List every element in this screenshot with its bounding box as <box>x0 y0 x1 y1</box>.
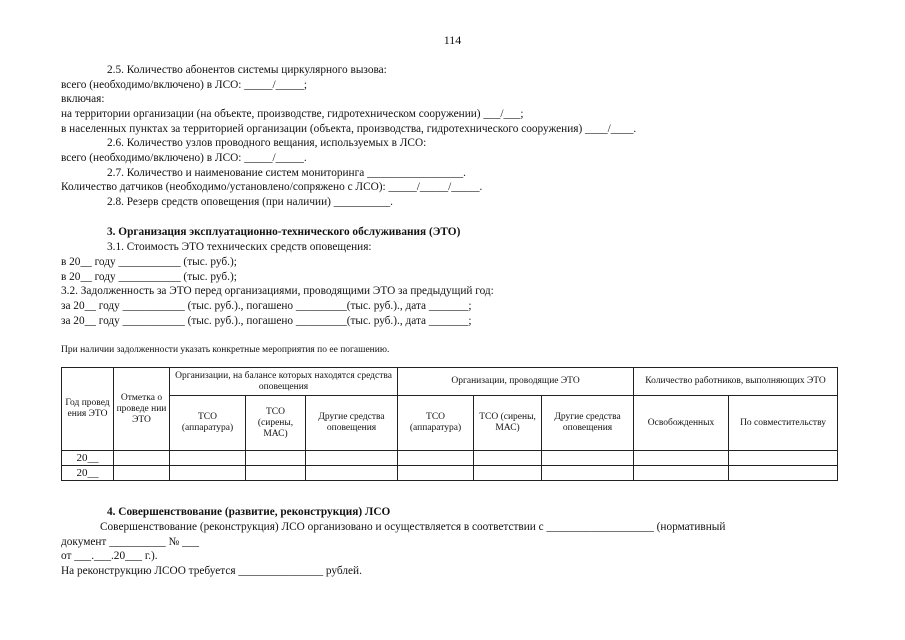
item-2-5-including: включая: <box>61 93 105 105</box>
item-2-5-settlements: в населенных пунктах за территорией организации (объекта, производства, гидротехнического сооружения) ____/____. <box>61 123 637 135</box>
table-row <box>62 451 838 466</box>
item-3-2-year-1: за 20__ году ___________ (тыс. руб.)., погашено _________(тыс. руб.)., дата _______; <box>61 300 472 312</box>
cell[interactable] <box>729 466 838 481</box>
section-4-title: 4. Совершенствование (развитие, реконструкция) ЛСО <box>107 506 391 518</box>
cell[interactable] <box>114 451 170 466</box>
row-year: 20__ <box>62 466 114 481</box>
cell[interactable] <box>634 466 729 481</box>
page-number: 114 <box>443 33 462 47</box>
header-balance-orgs: Организации, на балансе которых находятся средства оповещения <box>170 368 398 396</box>
header-balance-tso-sirens: ТСО (сирены, МАС) <box>246 396 306 451</box>
cell[interactable] <box>398 466 474 481</box>
eto-table <box>61 367 838 481</box>
item-3-1-year-2: в 20__ году ___________ (тыс. руб.); <box>61 271 237 283</box>
item-3-1-year-1: в 20__ году ___________ (тыс. руб.); <box>61 256 237 268</box>
cell[interactable] <box>474 451 542 466</box>
cell[interactable] <box>306 466 398 481</box>
header-part-time: По совместительству <box>729 396 838 451</box>
item-2-6-total: всего (необходимо/включено) в ЛСО: _____/_____. <box>61 152 307 164</box>
row-year: 20__ <box>62 451 114 466</box>
header-workers: Количество работников, выполняющих ЭТО <box>634 368 838 396</box>
item-2-7-heading: 2.7. Количество и наименование систем мониторинга _________________. <box>107 167 466 179</box>
cell[interactable] <box>246 466 306 481</box>
header-eto-other: Другие средства оповещения <box>542 396 634 451</box>
item-3-1-heading: 3.1. Стоимость ЭТО технических средств оповещения: <box>107 241 372 253</box>
item-2-8-heading: 2.8. Резерв средств оповещения (при наличии) __________. <box>107 196 394 208</box>
item-3-2-year-2: за 20__ году ___________ (тыс. руб.)., погашено _________(тыс. руб.)., дата _______; <box>61 315 472 327</box>
header-released: Освобожденных <box>634 396 729 451</box>
section-4-date: от ___.___.20___ г.). <box>61 550 158 562</box>
cell[interactable] <box>729 451 838 466</box>
cell[interactable] <box>542 451 634 466</box>
item-2-5-territory: на территории организации (на объекте, производстве, гидротехническом сооружении) ___/___; <box>61 108 524 120</box>
item-2-6-heading: 2.6. Количество узлов проводного вещания, используемых в ЛСО: <box>107 137 427 149</box>
item-2-5-heading: 2.5. Количество абонентов системы циркулярного вызова: <box>107 64 387 76</box>
table-row <box>62 466 838 481</box>
cell[interactable] <box>474 466 542 481</box>
header-balance-other: Другие средства оповещения <box>306 396 398 451</box>
cell[interactable] <box>170 466 246 481</box>
cell[interactable] <box>246 451 306 466</box>
section-4-cost: На реконструкцию ЛСОО требуется _______________ рублей. <box>61 565 362 577</box>
cell[interactable] <box>306 451 398 466</box>
item-2-7-sensors: Количество датчиков (необходимо/установлено/сопряжено с ЛСО): _____/_____/_____. <box>61 181 483 193</box>
header-eto-tso-sirens: ТСО (сирены, МАС) <box>474 396 542 451</box>
header-year: Год провед ения ЭТО <box>62 368 114 451</box>
header-mark: Отметка о проведе нии ЭТО <box>114 368 170 451</box>
debt-note: При наличии задолженности указать конкретные мероприятия по ее погашению. <box>61 345 390 355</box>
item-2-5-total: всего (необходимо/включено) в ЛСО: _____/_____; <box>61 79 307 91</box>
cell[interactable] <box>542 466 634 481</box>
section-4-document: документ __________ № ___ <box>61 536 200 548</box>
header-balance-tso-app: ТСО (аппаратура) <box>170 396 246 451</box>
header-eto-tso-app: ТСО (аппаратура) <box>398 396 474 451</box>
cell[interactable] <box>398 451 474 466</box>
item-3-2-heading: 3.2. Задолженность за ЭТО перед организациями, проводящими ЭТО за предыдущий год: <box>61 285 494 297</box>
section-3-title: 3. Организация эксплуатационно-технического обслуживания (ЭТО) <box>107 226 461 238</box>
section-4-text: Совершенствование (реконструкция) ЛСО организовано и осуществляется в соответствии с ___________________ (нормативный <box>100 521 726 533</box>
cell[interactable] <box>170 451 246 466</box>
cell[interactable] <box>114 466 170 481</box>
cell[interactable] <box>634 451 729 466</box>
header-eto-orgs: Организации, проводящие ЭТО <box>398 368 634 396</box>
